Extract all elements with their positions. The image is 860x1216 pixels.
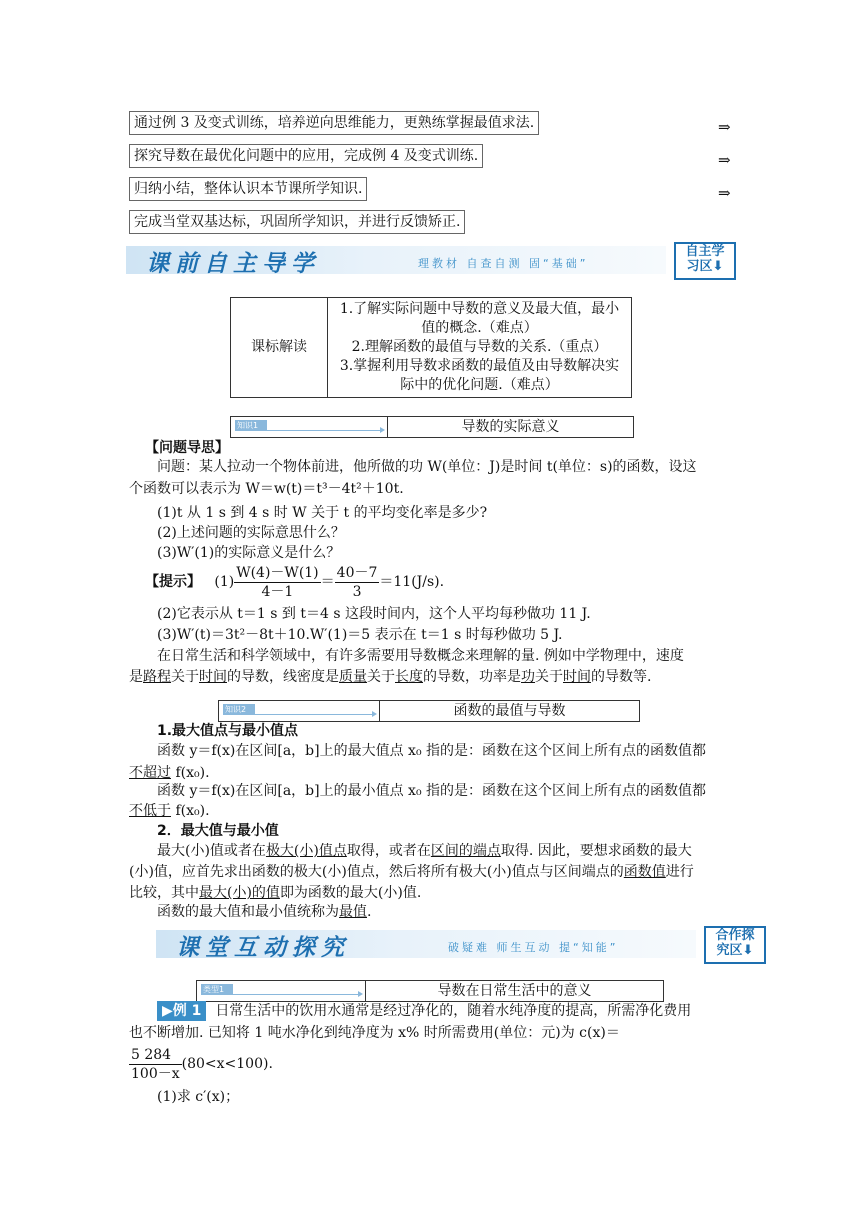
text-line: (小)值，应首先求出函数的极大(小)值点，然后将所有极大(小)值点与区间端点的函数值进行 xyxy=(129,864,694,880)
banner-title: 课前自主导学 xyxy=(146,250,320,277)
banner-badge: 自主学 习区⬇ xyxy=(674,242,736,280)
section-title: 导数的实际意义 xyxy=(461,419,560,435)
section-bar-3: 类型1 导数在日常生活中的意义 xyxy=(196,980,664,1002)
banner-badge: 合作探 究区⬇ xyxy=(704,926,766,964)
text-line: (3)W′(t)＝3t²－8t＋10.W′(1)＝5 表示在 t＝1 s 时每秒做功 5 J. xyxy=(157,627,563,643)
text-line: (2)它表示从 t＝1 s 到 t＝4 s 这段时间内，这个人平均每秒做功 11 J. xyxy=(157,606,591,622)
flow-arrow-1: ⇒ xyxy=(718,118,731,136)
curriculum-table xyxy=(230,297,632,398)
flow-arrow-2: ⇒ xyxy=(718,151,731,169)
flow-step-4: 完成当堂双基达标，巩固所学知识，并进行反馈矫正. xyxy=(129,210,465,234)
text-line: (1)t 从 1 s 到 4 s 时 W 关于 t 的平均变化率是多少? xyxy=(157,505,488,521)
banner-subtitle: 理教材 自查自测 固“基础” xyxy=(418,257,589,270)
banner-title: 课堂互动探究 xyxy=(176,934,350,961)
flow-step-1: 通过例 3 及变式训练，培养逆向思维能力，更熟练掌握最值求法. xyxy=(129,111,539,135)
text-line: 个函数可以表示为 W＝w(t)＝t³－4t²＋10t. xyxy=(129,481,404,497)
text-line: 比较，其中最大(小)的值即为函数的最大(小)值. xyxy=(129,885,422,901)
text-line: (2)上述问题的实际意思什么？ xyxy=(157,525,345,541)
text-line: $\frac{5 284}{100-x}$ (80<x<100). xyxy=(131,1046,273,1082)
text-line: 不超过 f(x₀). xyxy=(129,765,210,781)
text-line: 最大(小)值或者在极大(小)值点取得，或者在区间的端点取得. 因此，要想求函数的最大 xyxy=(157,843,692,859)
text-line: 问题：某人拉动一个物体前进，他所做的功 W(单位：J)是时间 t(单位：s)的函数，设这 xyxy=(157,459,697,475)
section-title: 函数的最值与导数 xyxy=(453,703,566,719)
hint-line-1: 【提示】 (1) $\frac{W(4)-W(1)}{4-1}$ ＝ $\frac{40-7}{3}$ ＝11(J/s). xyxy=(145,564,445,600)
text-line: 函数 y＝f(x)在区间[a，b]上的最大值点 x₀ 指的是：函数在这个区间上所有点的函数值都 xyxy=(157,743,706,759)
section-bar-1: 知识1 导数的实际意义 xyxy=(230,416,634,438)
text-line: 函数 y＝f(x)在区间[a，b]上的最小值点 x₀ 指的是：函数在这个区间上所有点的函数值都 xyxy=(157,783,706,799)
text-line: 也不断增加. 已知将 1 吨水净化到纯净度为 x% 时所需费用(单位：元)为 c(x)＝ xyxy=(129,1025,620,1041)
text-line: 函数的最大值和最小值统称为最值. xyxy=(157,904,372,920)
pre-class-banner xyxy=(126,242,736,278)
flow-step-2: 探究导数在最优化问题中的应用，完成例 4 及变式训练. xyxy=(129,144,483,168)
heading-2: 2．最大值与最小值 xyxy=(157,823,279,839)
text-line: 不低于 f(x₀). xyxy=(129,803,210,819)
example-line: ▶例 1 日常生活中的饮用水通常是经过净化的，随着水纯净度的提高，所需净化费用 xyxy=(157,1001,691,1021)
curriculum-item-3: 3.掌握利用导数求函数的最值及由导数解决实际中的优化问题.（难点） xyxy=(339,358,620,393)
curriculum-item-2: 2.理解函数的最值与导数的关系.（重点） xyxy=(351,339,608,355)
section-title: 导数在日常生活中的意义 xyxy=(437,983,592,999)
curriculum-item-1: 1.了解实际问题中导数的意义及最大值，最小值的概念.（难点） xyxy=(339,301,620,336)
banner-subtitle: 破疑难 师生互动 提“知能” xyxy=(448,941,619,954)
text-line: 在日常生活和科学领域中，有许多需要用导数概念来理解的量. 例如中学物理中，速度 xyxy=(157,648,684,664)
text-line: (1)求 c′(x)； xyxy=(157,1089,240,1105)
text-line: 是路程关于时间的导数，线密度是质量关于长度的导数，功率是功关于时间的导数等. xyxy=(129,669,652,685)
heading-1: 1.最大值点与最小值点 xyxy=(157,723,299,739)
curriculum-label: 课标解读 xyxy=(231,298,328,398)
in-class-banner xyxy=(156,926,766,962)
flow-arrow-3: ⇒ xyxy=(718,184,731,202)
text-line: (3)W′(1)的实际意义是什么？ xyxy=(157,545,341,561)
flow-step-3: 归纳小结，整体认识本节课所学知识. xyxy=(129,177,367,201)
example-label: ▶例 1 xyxy=(157,1001,206,1021)
section-bar-2: 知识2 函数的最值与导数 xyxy=(218,700,640,722)
question-guide-heading: 【问题导思】 xyxy=(145,440,229,456)
